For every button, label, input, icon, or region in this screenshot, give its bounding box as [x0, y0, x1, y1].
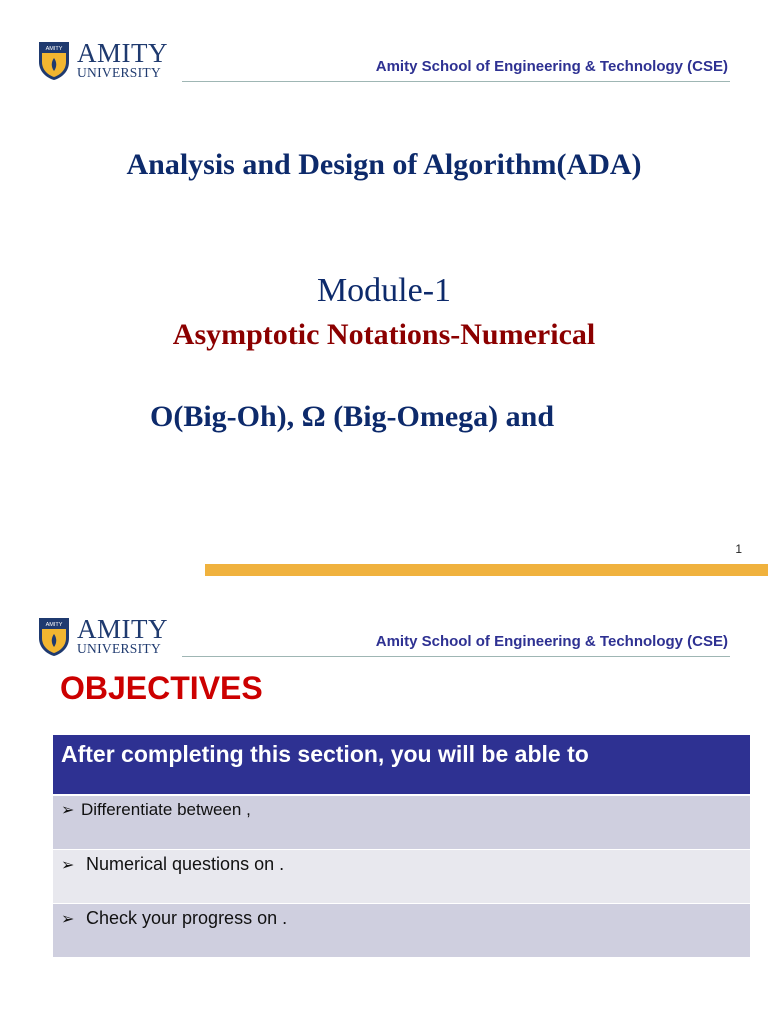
logo-wordmark: AMITY [77, 38, 168, 68]
footer-accent-bar [205, 564, 768, 576]
bullet-arrow-icon: ➢ [61, 802, 75, 819]
logo-subtitle: UNIVERSITY [77, 641, 161, 656]
amity-logo [37, 40, 167, 82]
table-row [53, 796, 750, 850]
objectives-table [53, 735, 750, 958]
header-divider [182, 81, 730, 82]
module-label: Module-1 [316, 272, 452, 309]
objectives-slide [0, 576, 768, 1024]
table-row [53, 904, 750, 958]
amity-logo [37, 616, 167, 658]
page-number: 1 [735, 542, 742, 556]
slide-title: Analysis and Design of Algorithm(ADA) [126, 148, 642, 181]
header-divider [182, 656, 730, 657]
slide-subtitle: Asymptotic Notations-Numerical [172, 318, 596, 351]
table-row [53, 850, 750, 904]
svg-text:AMITY: AMITY [45, 46, 63, 52]
row-text: Numerical questions on . [81, 854, 285, 874]
amity-shield-icon [37, 40, 71, 81]
bullet-arrow-icon: ➢ [61, 911, 75, 928]
school-header: Amity School of Engineering & Technology (CSE) [375, 633, 728, 650]
logo-wordmark: AMITY [77, 614, 168, 644]
row-text: Differentiate between , [81, 800, 251, 819]
svg-text:AMITY: AMITY [45, 622, 63, 628]
objectives-table-header: After completing this section, you will be able to [53, 735, 750, 796]
notation-list: O(Big-Oh), Ω (Big-Omega) and [150, 400, 555, 433]
bullet-arrow-icon: ➢ [61, 857, 75, 874]
school-header: Amity School of Engineering & Technology (CSE) [375, 58, 728, 75]
logo-subtitle: UNIVERSITY [77, 65, 161, 80]
row-text: Check your progress on . [81, 908, 288, 928]
amity-shield-icon [37, 616, 71, 657]
objectives-heading: OBJECTIVES [60, 670, 263, 706]
